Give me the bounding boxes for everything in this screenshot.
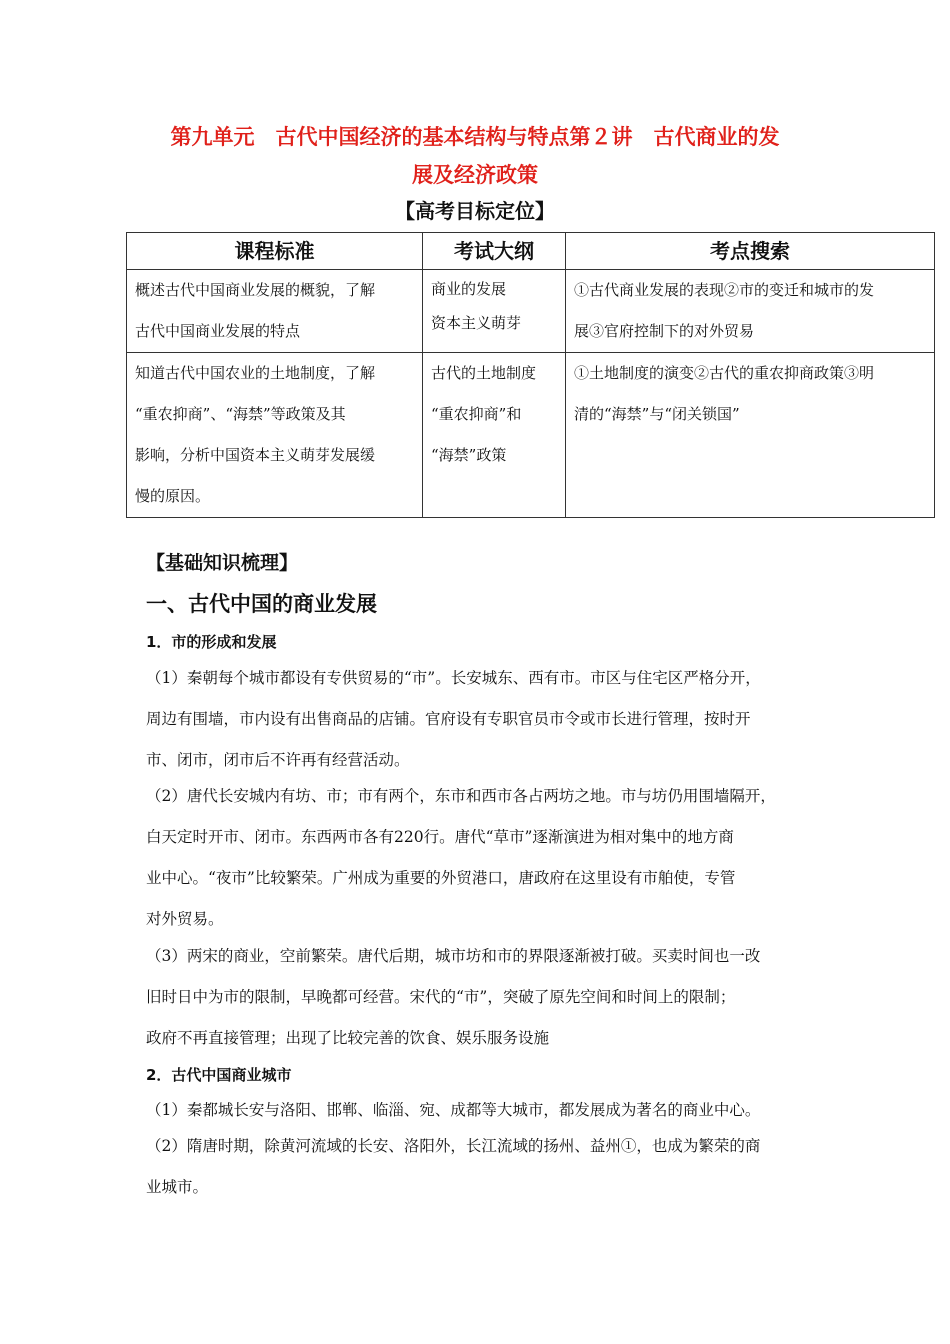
basic-knowledge-heading: 【基础知识梳理】 [146, 552, 299, 574]
table-header-row [127, 233, 935, 270]
section-one-heading: 一、古代中国的商业发展 [146, 592, 377, 616]
paragraph [146, 658, 814, 781]
paragraph-line: 市、闭市，闭市后不许再有经营活动。 [146, 751, 410, 769]
cell-line: 古代中国商业发展的特点 [135, 322, 301, 340]
paragraph-line: 业城市。 [146, 1178, 209, 1196]
cell-line: 清的“海禁”与“闭关锁国” [574, 405, 740, 423]
subsection-heading: 1．市的形成和发展 [146, 633, 277, 651]
table-cell-points [566, 353, 935, 518]
cell-line: 资本主义萌芽 [431, 314, 522, 332]
header-key-points: 考点搜索 [566, 233, 935, 270]
cell-line: “重农抑商”、“海禁”等政策及其 [135, 405, 346, 423]
cell-line: 商业的发展 [431, 280, 507, 298]
cell-line: ①土地制度的演变②古代的重农抑商政策③明 [574, 364, 875, 382]
paragraph [146, 1090, 814, 1131]
cell-line: 古代的土地制度 [431, 364, 537, 382]
table-row [127, 270, 935, 353]
document-title-line-1: 第九单元 古代中国经济的基本结构与特点第２讲 古代商业的发 [170, 125, 780, 149]
header-curriculum-standard: 课程标准 [127, 233, 423, 270]
table-cell-outline [423, 270, 566, 353]
paragraph [146, 936, 814, 1059]
table-cell-outline [423, 353, 566, 518]
paragraph-line: 旧时日中为市的限制，早晚都可经营。宋代的“市”，突破了原先空间和时间上的限制； [146, 988, 736, 1006]
cell-line: “重农抑商”和 [431, 405, 522, 423]
paragraph-line: （2）隋唐时期，除黄河流域的长安、洛阳外，长江流域的扬州、益州①，也成为繁荣的商 [146, 1137, 761, 1155]
cell-line: 概述古代中国商业发展的概貌，了解 [135, 281, 376, 299]
paragraph-line: （1）秦都城长安与洛阳、邯郸、临淄、宛、成都等大城市，都发展成为著名的商业中心。 [146, 1101, 761, 1119]
cell-line: “海禁”政策 [431, 446, 507, 464]
cell-line: 展③官府控制下的对外贸易 [574, 322, 755, 340]
table-cell-points [566, 270, 935, 353]
header-exam-outline: 考试大纲 [423, 233, 566, 270]
paragraph [146, 776, 814, 940]
document-title-line-2: 展及经济政策 [412, 163, 538, 187]
table-row [127, 353, 935, 518]
target-heading: 【高考目标定位】 [395, 199, 555, 223]
cell-line: 知道古代中国农业的土地制度，了解 [135, 364, 376, 382]
cell-line: ①古代商业发展的表现②市的变迁和城市的发 [574, 281, 875, 299]
paragraph-line: 白天定时开市、闭市。东西两市各有220行。唐代“草市”逐渐演进为相对集中的地方商 [146, 828, 734, 846]
paragraph-line: 对外贸易。 [146, 910, 224, 928]
paragraph-line: （3）两宋的商业，空前繁荣。唐代后期，城市坊和市的界限逐渐被打破。买卖时间也一改 [146, 947, 761, 965]
cell-line: 影响，分析中国资本主义萌芽发展缓 [135, 446, 376, 464]
paragraph [146, 1126, 814, 1208]
paragraph-line: 业中心。“夜市”比较繁荣。广州成为重要的外贸港口，唐政府在这里设有市舶使，专管 [146, 869, 736, 887]
table-cell-standard [127, 353, 423, 518]
paragraph-line: （2）唐代长安城内有坊、市；市有两个，东市和西市各占两坊之地。市与坊仍用围墙隔开， [146, 787, 776, 805]
subsection-heading: 2．古代中国商业城市 [146, 1066, 292, 1084]
cell-line: 慢的原因。 [135, 487, 211, 505]
paragraph-line: （1）秦朝每个城市都设有专供贸易的“市”。长安城东、西有市。市区与住宅区严格分开， [146, 669, 761, 687]
curriculum-table [126, 232, 935, 518]
table-cell-standard [127, 270, 423, 353]
paragraph-line: 周边有围墙，市内设有出售商品的店铺。官府设有专职官员市令或市长进行管理，按时开 [146, 710, 751, 728]
paragraph-line: 政府不再直接管理；出现了比较完善的饮食、娱乐服务设施 [146, 1029, 550, 1047]
